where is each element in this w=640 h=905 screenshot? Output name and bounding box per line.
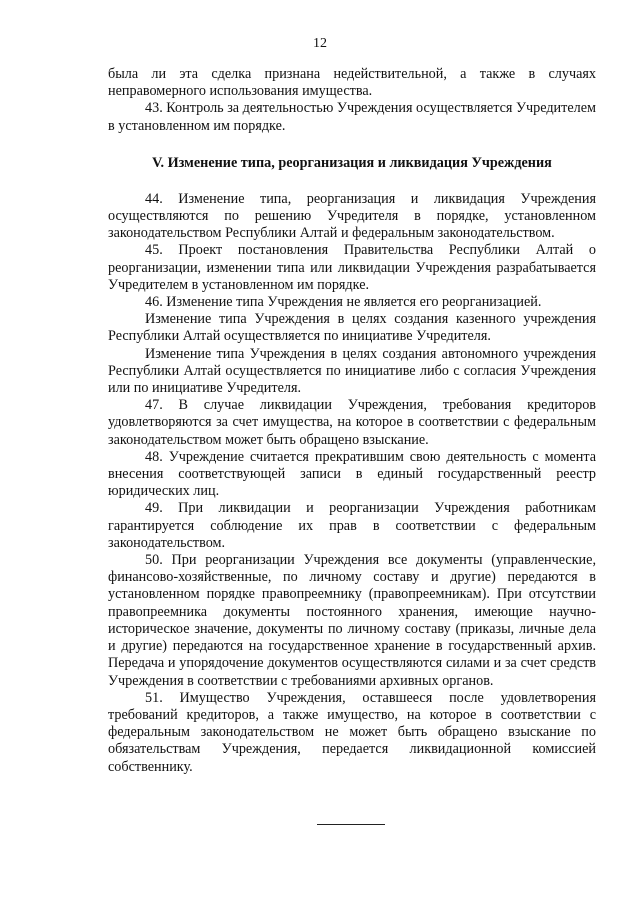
section-heading: V. Изменение типа, реорганизация и ликвидация Учреждения [152, 154, 552, 171]
paragraph-47: 47. В случае ликвидации Учреждения, требования кредиторов удовлетворяются за счет имущества, на которое в соответствии с федеральным законодательством может быть обращено взыскание. [108, 397, 596, 448]
paragraph-49: 49. При ликвидации и реорганизации Учреждения работникам гарантируется соблюдение их прав в соответствии с федеральным законодательством. [108, 500, 596, 551]
paragraph-48: 48. Учреждение считается прекратившим свою деятельность с момента внесения соответствующей записи в единый государственный реестр юридических лиц. [108, 448, 596, 500]
paragraph-43: 43. Контроль за деятельностью Учреждения осуществляется Учредителем в установленном им порядке. [108, 100, 596, 134]
end-of-text-rule [317, 824, 385, 825]
paragraph-46-avtonomnoe: Изменение типа Учреждения в целях создания автономного учреждения Республики Алтай осуществляется по инициативе либо с согласия Учреждения или по инициативе Учредителя. [108, 345, 596, 397]
page-body [108, 66, 596, 776]
paragraph-45: 45. Проект постановления Правительства Республики Алтай о реорганизации, изменении типа или ликвидации Учреждения разрабатывается Учредителем в установленном им порядке. [108, 242, 596, 293]
paragraph-44: 44. Изменение типа, реорганизация и ликвидация Учреждения осуществляются по решению Учредителя в порядке, установленном законодательством Республики Алтай и федеральным законодательством. [108, 190, 596, 242]
paragraph-46: 46. Изменение типа Учреждения не является его реорганизацией. [145, 294, 542, 311]
paragraph-51: 51. Имущество Учреждения, оставшееся после удовлетворения требований кредиторов, а также имущество, на которое в соответствии с федеральным законодательством не может быть обращено взыскание по обязательствам Учреждения, передается ликвидационной комиссией собственнику. [108, 689, 596, 775]
page-number: 12 [313, 36, 327, 51]
paragraph-50: 50. При реорганизации Учреждения все документы (управленческие, финансово-хозяйственные, по личному составу и другие) передаются в установленном порядке правопреемнику (правопреемникам). При отсутствии правопреемника документы постоянного хранения, имеющие научно-историческое значение, документы по личному составу (приказы, личные дела и другие) передаются на государственное хранение в государственный архив. Передача и упорядочение документов осуществляются силами и за счет средств Учреждения в соответствии с требованиями архивных органов. [108, 552, 596, 689]
paragraph-46-kazennoe: Изменение типа Учреждения в целях создания казенного учреждения Республики Алтай осуществляется по инициативе Учредителя. [108, 311, 596, 345]
paragraph-continuation: была ли эта сделка признана недействительной, а также в случаях неправомерного использования имущества. [108, 66, 596, 100]
